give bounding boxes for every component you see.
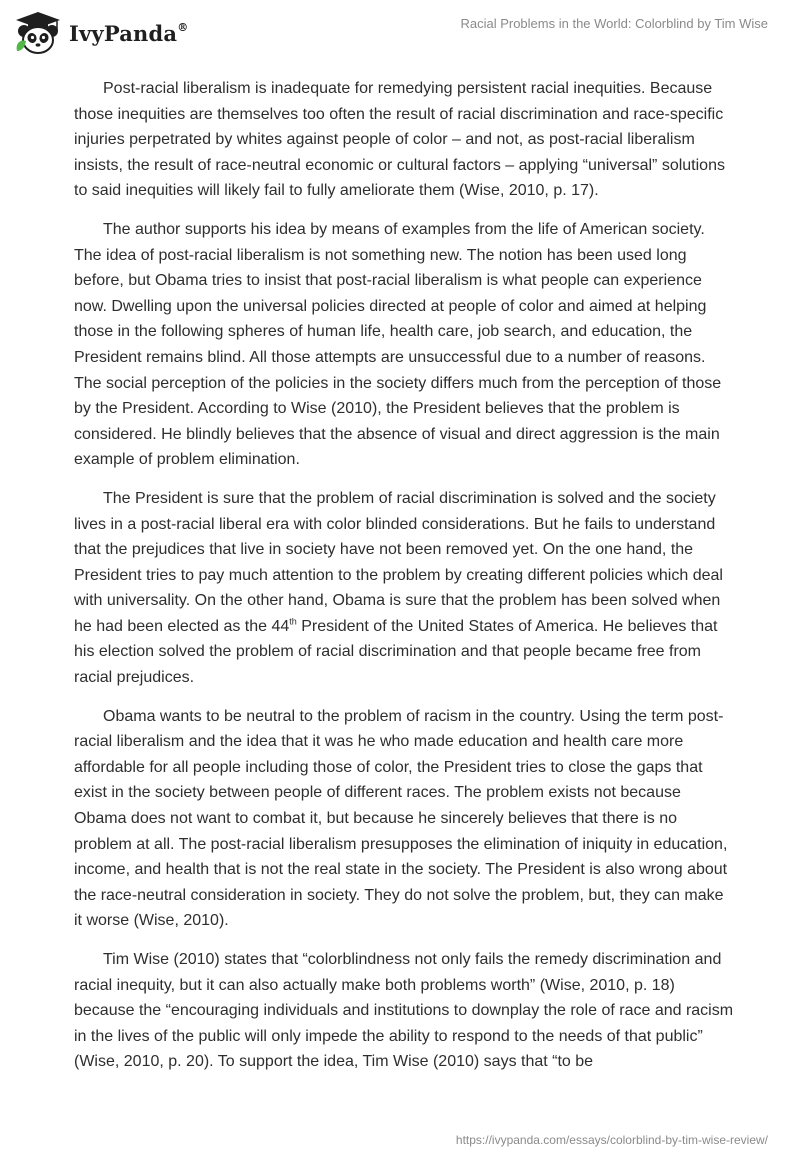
paragraph: The President is sure that the problem of racial discrimination is solved and the society lives in a post-racial liberal era with color blinded considerations. But he fails to understand that the prejudices that live in society have not been removed yet. On the one hand, the President tries to pay much attention to the problem by creating different policies which deal with universality. On the other hand, Obama is sure that the problem has been solved when he had been elected as the 44th President of the United States of America. He believes that his election solved the problem of racial discrimination and that people became free from racial prejudices.: [74, 489, 723, 687]
paragraph: The author supports his idea by means of examples from the life of American society. The idea of post-racial liberalism is not something new. The notion has been used long before, but Obama tries to insist that post-racial liberalism is what people can experience now. Dwelling upon the universal policies directed at people of color and aimed at helping those in the following spheres of human life, health care, job search, and education, the President remains blind. All those attempts are unsuccessful due to a number of reasons. The social perception of the policies in the society differs much from the perception of those by the President. According to Wise (2010), the President believes that the problem is considered. He blindly believes that the absence of visual and direct aggression is the main example of problem elimination.: [74, 220, 722, 469]
ordinal-suffix: th: [289, 616, 297, 627]
brand-name: IvyPanda®: [69, 20, 189, 46]
page-header: [0, 0, 800, 70]
paragraph: Post-racial liberalism is inadequate for remedying persistent racial inequities. Because those inequities are themselves too often the result of racial discrimination and race-specific injuries perpetrated by whites against people of color – and not, as post-racial liberalism insists, the result of race-neutral economic or cultural factors – applying “universal” solutions to said inequities will likely fail to fully ameliorate them (Wise, 2010, p. 17).: [74, 80, 725, 200]
paragraph: Obama wants to be neutral to the problem of racism in the country. Using the term post-racial liberalism and the idea that it was he who made education and health care more affordable for all people including those of color, the President tries to close the gaps that exist in the society between people of different races. The problem exists not because Obama does not want to combat it, but because he sincerely believes that there is no problem at all. The post-racial liberalism presupposes the elimination of iniquity in education, income, and health that is not the real state in the society. The President is also wrong about the race-neutral consideration in society. They do not solve the problem, but, they can make it worse (Wise, 2010).: [74, 707, 728, 930]
document-title: Racial Problems in the World: Colorblind by Tim Wise: [460, 16, 768, 31]
paragraph: Tim Wise (2010) states that “colorblindness not only fails the remedy discrimination and racial inequity, but it can also actually make both problems worth” (Wise, 2010, p. 18) because the “encouraging individuals and institutions to downplay the role of race and racism in the lives of the public will only impede the ability to respond to the needs of that public” (Wise, 2010, p. 20). To support the idea, Tim Wise (2010) says that “to be: [74, 951, 734, 1071]
ivypanda-logo[interactable]: [13, 8, 188, 58]
essay-body: [74, 76, 734, 1088]
source-url[interactable]: https://ivypanda.com/essays/colorblind-by-tim-wise-review/: [455, 1133, 768, 1147]
panda-graduate-icon: [13, 11, 63, 55]
